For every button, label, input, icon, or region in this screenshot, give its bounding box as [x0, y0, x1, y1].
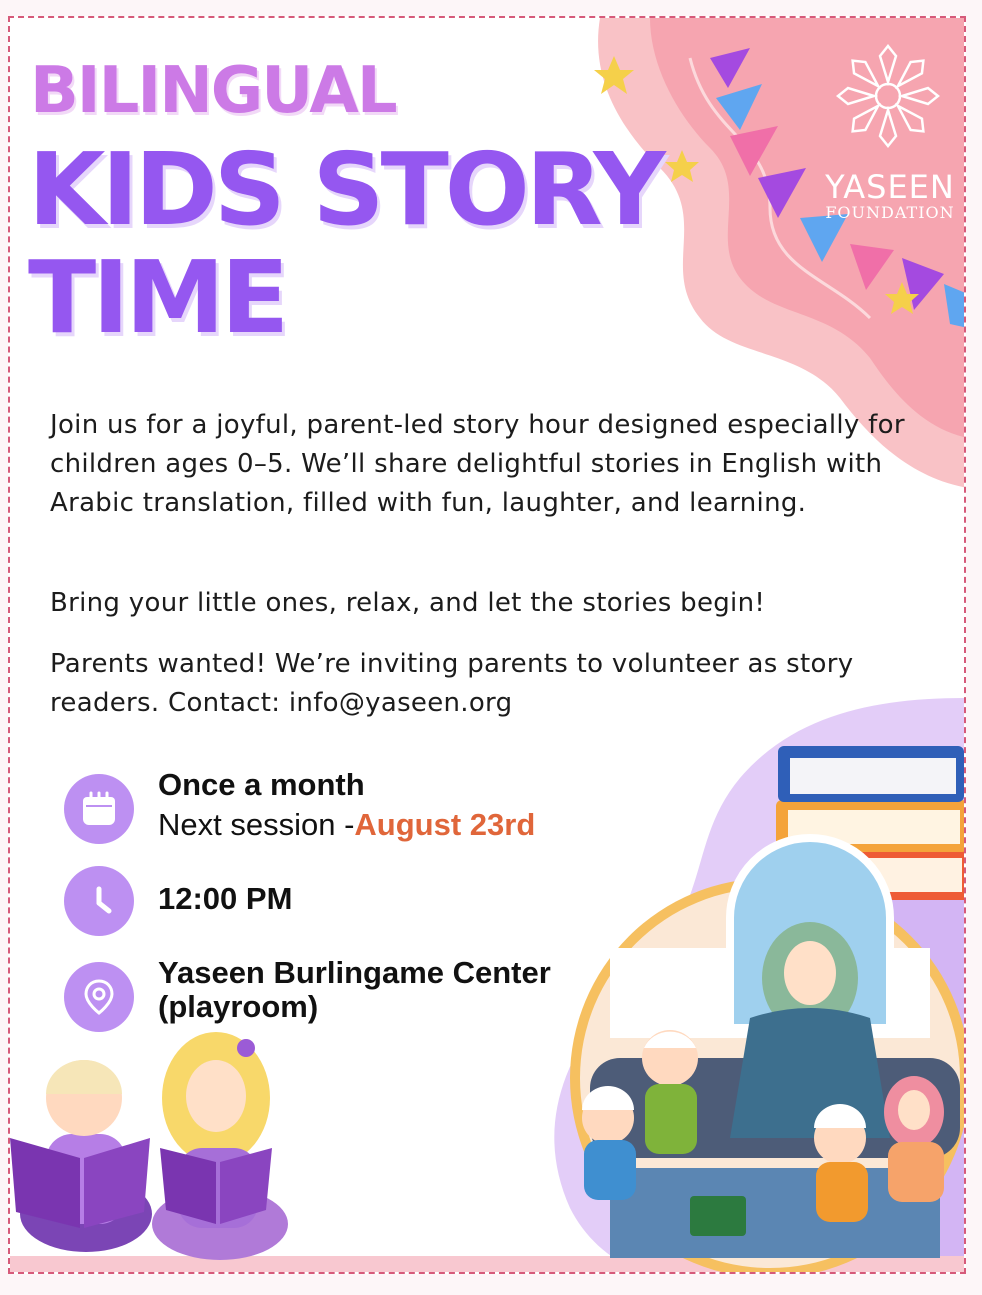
next-session-label: Next session - — [158, 807, 355, 842]
next-session-date: August 23rd — [354, 807, 536, 842]
location-line-1: Yaseen Burlingame Center — [158, 955, 551, 990]
title-main — [28, 131, 662, 356]
time-text: 12:00 PM — [158, 881, 293, 916]
calendar-icon — [64, 774, 134, 844]
invite-paragraph: Bring your little ones, relax, and let the stories begin! — [50, 588, 766, 618]
location-line-2: (playroom) — [158, 989, 319, 1024]
title-line-time: TIME — [28, 239, 286, 356]
volunteer-paragraph: Parents wanted! We’re inviting parents to volunteer as story readers. Contact: info@yaseen.org — [50, 649, 854, 718]
flyer — [8, 16, 966, 1274]
intro-paragraph: Join us for a joyful, parent-led story hour designed especially for children ages 0–5. We’ll share delightful stories in English with Arabic translation, filled with fun, laughter, and learning. — [50, 410, 905, 518]
yaseen-logo — [810, 54, 966, 222]
logo-subtitle: FOUNDATION — [825, 203, 955, 222]
frequency-text: Once a month — [158, 767, 365, 802]
title-line-kids-story: KIDS STORY — [28, 131, 662, 248]
time-row — [64, 866, 292, 936]
clock-icon — [64, 866, 134, 936]
schedule-row — [64, 767, 536, 844]
title-bilingual: BILINGUAL — [30, 54, 396, 128]
map-pin-icon — [64, 962, 134, 1032]
location-row — [64, 955, 551, 1032]
logo-name: YASEEN — [825, 168, 955, 206]
